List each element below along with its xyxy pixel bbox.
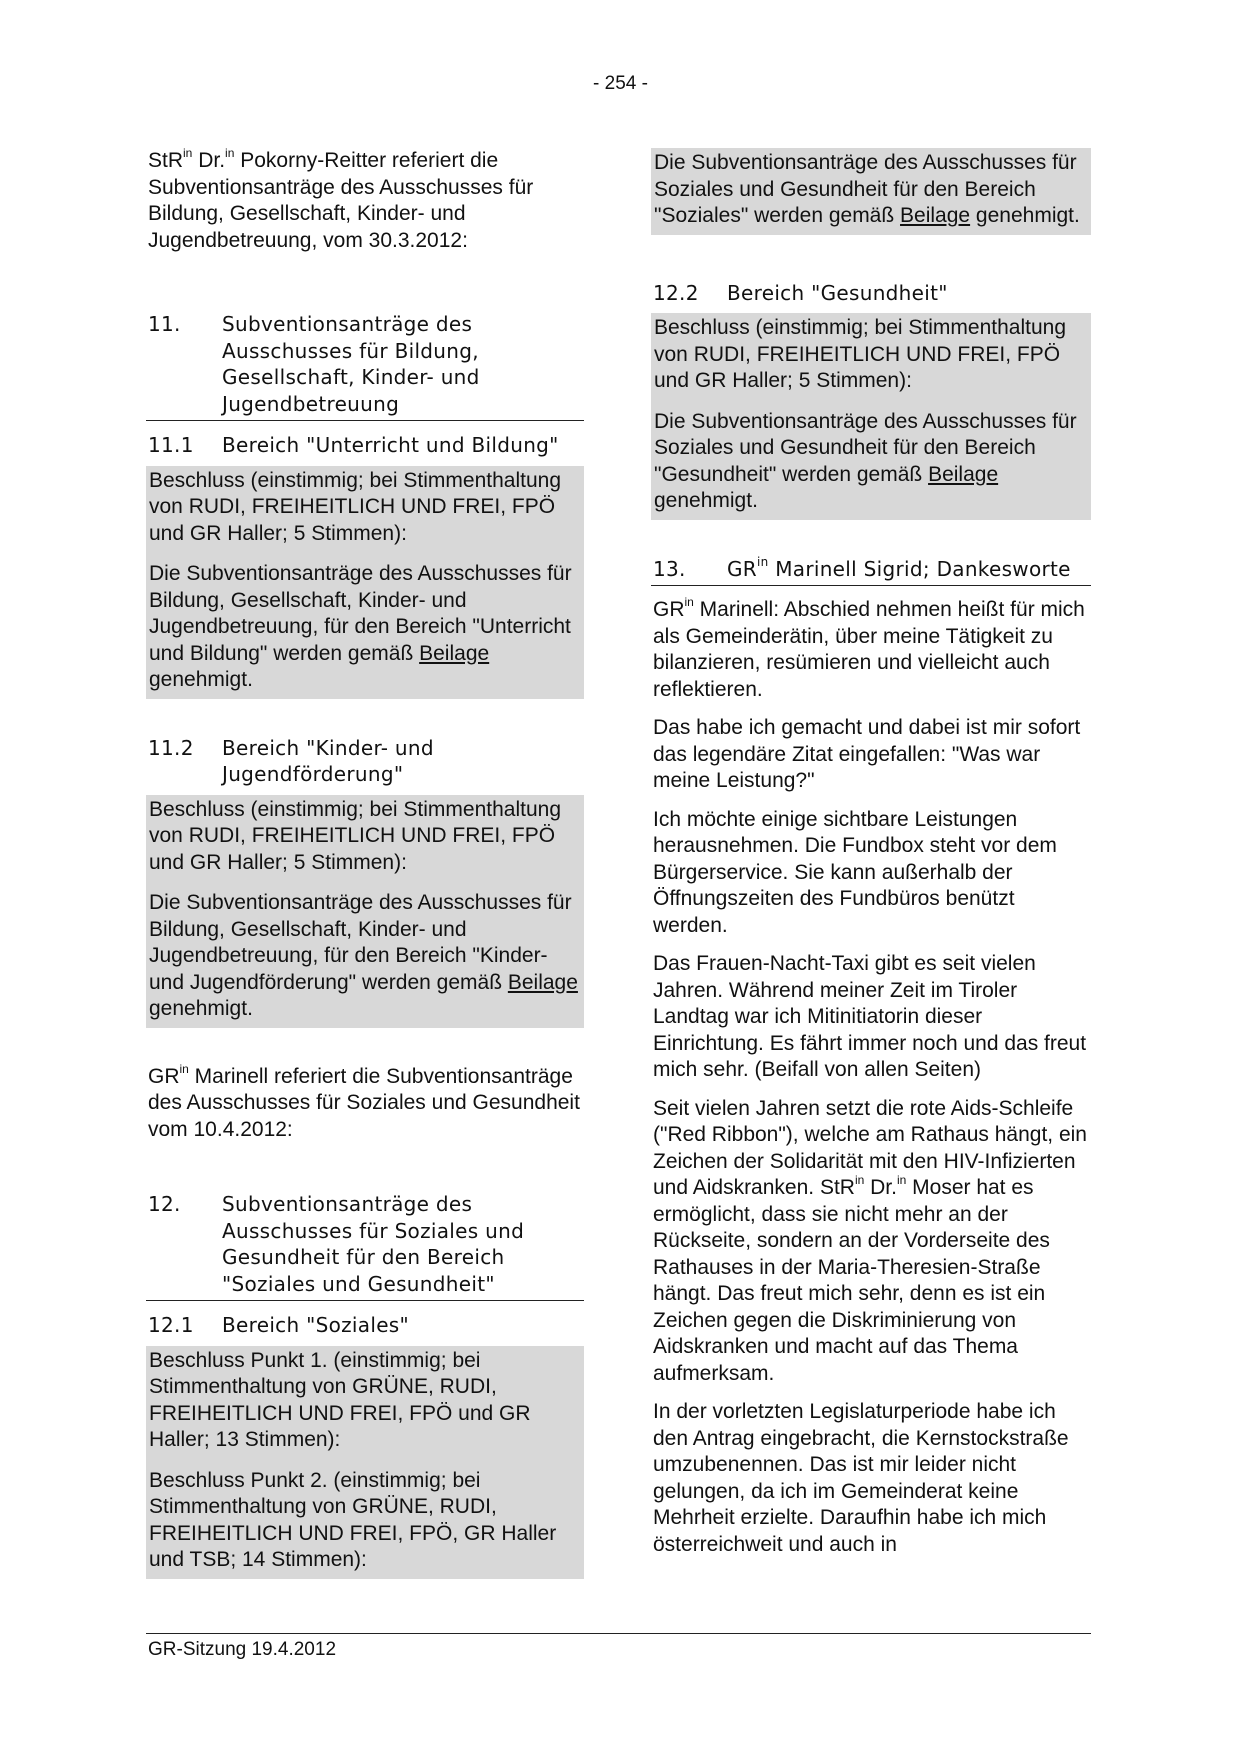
section-12-1-heading: 12.1 Bereich "Soziales" — [148, 1313, 410, 1337]
decision-11-1: Die Subventionsanträge des Ausschusses für Bildung, Gesellschaft, Kinder- und Jugendbetreuung, für den Bereich "Unterricht und Bildung" werden gemäß Beilage genehmigt. — [149, 562, 572, 691]
section-12-1-box — [146, 1346, 584, 1579]
speech-paragraph-4: Das Frauen-Nacht-Taxi gibt es seit vielen Jahren. Während meiner Zeit im Tiroler Landtag war ich Mitinitiatorin dieser Einrichtung. Es fährt immer noch und das freut mich sehr. (Beifall von allen Seiten) — [653, 952, 1087, 1081]
beilage-link[interactable]: Beilage — [928, 462, 999, 486]
speech-paragraph-3: Ich möchte einige sichtbare Leistungen herausnehmen. Die Fundbox steht vor dem Bürgerservice. Sie kann außerhalb der Öffnungszeiten des Fundbüros benützt werden. — [653, 807, 1057, 937]
section-11-2-heading: 11.2 Bereich "Kinder- und Jugendförderung" — [148, 735, 434, 786]
beilage-link[interactable]: Beilage — [419, 641, 490, 665]
page-number: - 254 - — [593, 73, 648, 94]
decision-12-1: Die Subventionsanträge des Ausschusses für Soziales und Gesundheit für den Bereich "Soziales" werden gemäß Beilage genehmigt. — [654, 151, 1080, 227]
speech-paragraph-6: In der vorletzten Legislaturperiode habe ich den Antrag eingebracht, die Kernstockstraße umzubenennen. Das ist mir leider nicht gelungen, da ich im Gemeinderat keine Mehrheit erzielte. Daraufhin habe ich mich österreichweit und auch in — [653, 1400, 1069, 1556]
section-12-2-box — [651, 313, 1091, 520]
decision-12-2: Die Subventionsanträge des Ausschusses für Soziales und Gesundheit für den Bereich "Gesundheit" werden gemäß Beilage genehmigt. — [654, 409, 1077, 512]
section-13-heading: 13. $GR^{in}$ Marinell Sigrid; Dankesworte — [651, 556, 1091, 587]
decision-11-2: Die Subventionsanträge des Ausschusses für Bildung, Gesellschaft, Kinder- und Jugendbetreuung, für den Bereich "Kinder- und Jugendförderung" werden gemäß Beilage genehmigt. — [149, 891, 578, 1020]
intro-marinell: $GR^{in}$ Marinell referiert die Subventionsanträge des Ausschusses für Soziales und Gesundheit vom 10.4.2012: — [148, 1061, 580, 1141]
beschluss-12-2: Beschluss (einstimmig; bei Stimmenthaltung von RUDI, FREIHEITLICH UND FREI, FPÖ und GR Haller; 5 Stimmen): — [654, 316, 1067, 392]
right-column — [651, 148, 1091, 1570]
intro-pokorny: StR$^{in}$ Dr.$^{in}$ Pokorny-Reitter referiert die Subventionsanträge des Ausschusses für Bildung, Gesellschaft, Kinder- und Jugendbetreuung, vom 30.3.2012: — [148, 146, 534, 252]
decision-12-1-box — [651, 148, 1091, 235]
beschluss-12-1-punkt-1: Beschluss Punkt 1. (einstimmig; bei Stimmenthaltung von GRÜNE, RUDI, FREIHEITLICH UND FREI, FPÖ und GR Haller; 13 Stimmen): — [149, 1348, 531, 1451]
beschluss-12-1-punkt-2: Beschluss Punkt 2. (einstimmig; bei Stimmenthaltung von GRÜNE, RUDI, FREIHEITLICH UND FREI, FPÖ, GR Haller und TSB; 14 Stimmen): — [149, 1468, 557, 1571]
speech-paragraph-2: Das habe ich gemacht und dabei ist mir sofort das legendäre Zitat eingefallen: "Was war meine Leistung?" — [653, 716, 1081, 792]
footer-divider — [146, 1633, 1091, 1634]
section-12-heading: 12. Subventionsanträge des Ausschusses für Soziales und Gesundheit für den Bereich "Soziales und Gesundheit" — [146, 1191, 584, 1301]
section-12-2-heading: 12.2 Bereich "Gesundheit" — [653, 280, 948, 305]
section-11-1-heading: 11.1 Bereich "Unterricht und Bildung" — [148, 433, 559, 457]
section-11-heading: 11. Subventionsanträge des Ausschusses für Bildung, Gesellschaft, Kinder- und Jugendbetreuung — [146, 311, 584, 421]
footer-text: GR-Sitzung 19.4.2012 — [148, 1639, 337, 1660]
beilage-link[interactable]: Beilage — [507, 970, 578, 994]
left-column — [146, 148, 584, 1579]
section-11-2-box — [146, 795, 584, 1028]
section-11-1-box — [146, 466, 584, 699]
beschluss-11-1: Beschluss (einstimmig; bei Stimmenthaltung von RUDI, FREIHEITLICH UND FREI, FPÖ und GR Haller; 5 Stimmen): — [149, 468, 562, 545]
speech-paragraph-1: $GR^{in}$ Marinell: Abschied nehmen heißt für mich als Gemeinderätin, über meine Tätigkeit zu bilanzieren, resümieren und vielleicht auch reflektieren. — [653, 595, 1085, 701]
speech-paragraph-5: Seit vielen Jahren setzt die rote Aids-Schleife ("Red Ribbon"), welche am Rathaus hängt, ein Zeichen der Solidarität mit den HIV-Infizierten und Aidskranken. StR$^{in}$ Dr.$^{in}$ Moser hat es ermöglicht, dass sie nicht mehr an der Rückseite, sondern an der Vorderseite des Rathauses in der Maria-Theresien-Straße hängt. Das freut mich sehr, denn es ist ein Zeichen gegen die Diskriminierung von Aidskranken und macht auf das Thema aufmerksam. — [653, 1096, 1087, 1385]
beschluss-11-2: Beschluss (einstimmig; bei Stimmenthaltung von RUDI, FREIHEITLICH UND FREI, FPÖ und GR Haller; 5 Stimmen): — [149, 797, 562, 874]
beilage-link[interactable]: Beilage — [900, 204, 971, 227]
